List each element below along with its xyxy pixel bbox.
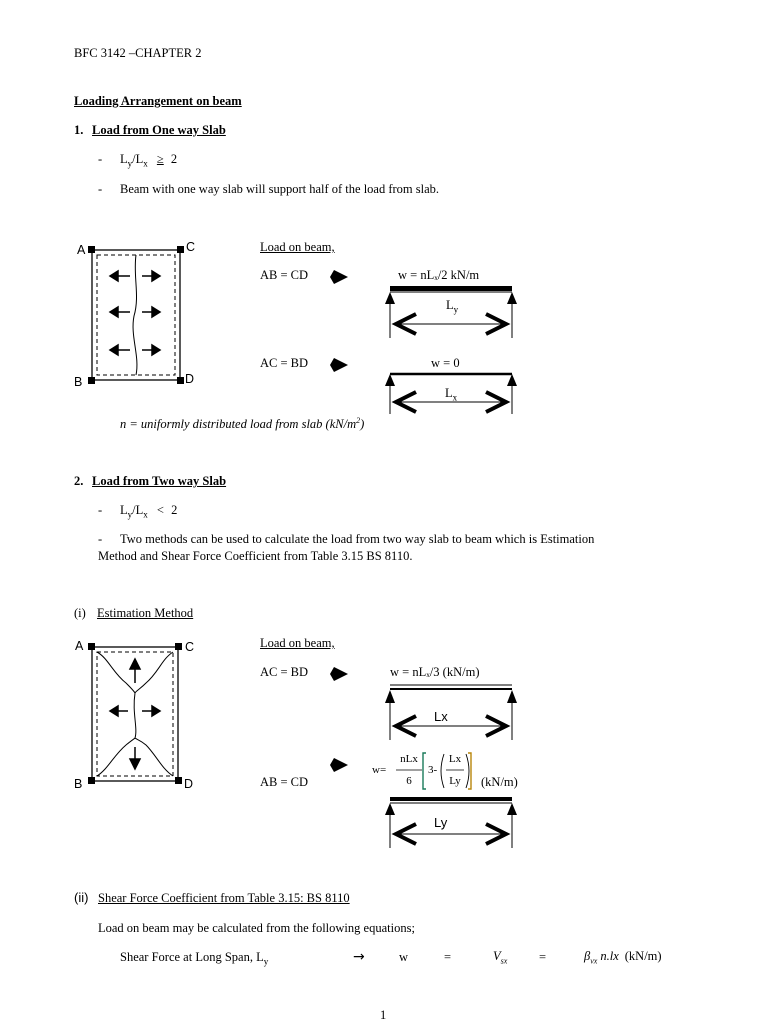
ratio2-sub-y: y: [127, 509, 133, 520]
ratio2-slash: /L: [132, 503, 144, 517]
beam3-diagram: [384, 682, 518, 744]
ratio-sub-y: y: [127, 158, 133, 169]
beam1-right-support: [507, 292, 517, 304]
method2-intro: Load on beam may be calculated from the following equations;: [98, 921, 415, 935]
ratio-value: 2: [170, 152, 178, 166]
one-way-slab-diagram: [88, 246, 188, 386]
ratio-slash: /L: [132, 152, 144, 166]
ratio2-l1: L: [120, 503, 128, 517]
slab1-label-b: B: [74, 375, 83, 389]
shear-eq-beta-sub: vx: [590, 956, 598, 966]
support-b: [88, 377, 95, 384]
udl-note-end: ): [360, 417, 365, 432]
shear-eq-w: w: [399, 950, 409, 964]
section2-number: 2.: [74, 474, 84, 488]
slab2-label-d: D: [184, 777, 194, 791]
section2-bullet2-dash: -: [98, 532, 103, 546]
section1-bullet2-text: Beam with one way slab will support half of the load from slab.: [120, 182, 440, 196]
shear-eq-v-sub: sx: [500, 956, 508, 966]
slab2-label-a: A: [75, 639, 84, 653]
method1-number: (i): [74, 606, 86, 620]
arrow-icon: [330, 270, 352, 284]
beam2-right-support: [507, 374, 517, 386]
section1-bullet1-dash: -: [98, 152, 103, 166]
beam3-load-text: w = nLₓ/3 (kN/m): [390, 665, 480, 679]
beam1-load-text: w = nLₓ/2 kN/m: [398, 268, 480, 282]
beam4-diagram: [384, 794, 518, 852]
beam2-span-main: L: [445, 386, 453, 400]
beam1-span-main: L: [446, 298, 454, 312]
shear-eq-unit: (kN/m): [624, 949, 662, 963]
shear-eq-beta: β: [584, 949, 591, 963]
formula-brackets: [394, 750, 476, 792]
support-c: [175, 643, 182, 650]
ratio-relation: ≥: [156, 152, 164, 166]
beam1-span-sub: y: [453, 304, 459, 315]
beam4-span-label: Ly: [434, 815, 448, 830]
beam1-left-support: [385, 292, 395, 304]
formula-w: w=: [372, 764, 387, 776]
section1-bullet2-dash: -: [98, 182, 103, 196]
slab1-label-c: C: [186, 240, 196, 254]
two-way-slab-diagram: [88, 643, 184, 785]
section2-bullet1-dash: -: [98, 503, 103, 517]
arrow-icon: [330, 358, 352, 372]
slab1-label-a: A: [77, 243, 86, 257]
ratio2-relation: <: [156, 503, 164, 517]
formula-ly: Ly: [449, 775, 461, 787]
slab2-label-c: C: [185, 640, 195, 654]
shear-eq-rest: n.lx: [600, 949, 619, 963]
shear-eq-label: [120, 950, 268, 967]
udl-note-main: n = uniformly distributed load from slab (kN/m: [120, 417, 357, 432]
udl-note-sup: 2: [356, 416, 361, 425]
right-arrow-icon: →: [353, 949, 365, 965]
beam2-span-sub: x: [452, 392, 458, 403]
method2-number: (ii): [74, 890, 89, 905]
ab-cd-label-1: AB = CD: [260, 268, 309, 282]
section1-ratio: [120, 152, 177, 169]
ratio-sub-x: x: [143, 158, 148, 169]
beam1-span-label: [446, 298, 458, 315]
page-header: BFC 3142 –CHAPTER 2: [74, 46, 202, 60]
method2-title: Shear Force Coefficient from Table 3.15: BS 8110: [98, 891, 350, 905]
beam1-load-block: [390, 286, 512, 291]
shear-eq-label-main: Shear Force at Long Span, L: [120, 950, 264, 964]
ratio2-sub-x: x: [143, 509, 148, 520]
beam4-left-support: [385, 803, 395, 815]
section2-title: Load from Two way Slab: [92, 474, 227, 488]
shear-eq-v: [493, 949, 507, 966]
slab1-label-d: D: [185, 372, 195, 386]
beam3-span-label: Lx: [434, 709, 448, 724]
formula-numerator: nLx: [400, 753, 418, 765]
slab1-outline: [92, 250, 180, 380]
slab2-label-b: B: [74, 777, 83, 791]
ratio-l1: L: [120, 152, 128, 166]
support-d: [175, 777, 182, 784]
beam2-load-text: w = 0: [431, 356, 460, 370]
ratio2-value: 2: [171, 503, 178, 517]
load-on-beam-2: Load on beam,: [260, 636, 335, 650]
section1-number: 1.: [74, 123, 84, 137]
beam3-right-support: [507, 690, 517, 703]
ac-bd-label-2: AC = BD: [260, 665, 309, 679]
arrow-icon: [330, 758, 352, 772]
page-number: 1: [380, 1008, 387, 1022]
arrow-icon: [330, 667, 352, 681]
shear-eq-equals-1: =: [444, 950, 452, 964]
section2-bullet2-line1: Two methods can be used to calculate the load from two way slab to beam which is Estimation: [120, 532, 595, 546]
section2-bullet2-line2: Method and Shear Force Coefficient from Table 3.15 BS 8110.: [98, 549, 413, 563]
method1-title: Estimation Method: [97, 606, 194, 620]
shear-eq-rhs: [584, 949, 662, 966]
support-a: [88, 643, 95, 650]
beam4-load-block: [390, 797, 512, 801]
udl-note: [120, 416, 364, 432]
support-a: [88, 246, 95, 253]
beam4-right-support: [507, 803, 517, 815]
beam2-span-label: [445, 386, 457, 403]
yield-line: [133, 255, 137, 375]
beam3-left-support: [385, 690, 395, 703]
ac-bd-label-1: AC = BD: [260, 356, 309, 370]
formula-unit: (kN/m): [481, 775, 518, 789]
ab-cd-label-2: AB = CD: [260, 775, 309, 789]
support-b: [88, 777, 95, 784]
formula-three: 3-: [428, 764, 438, 776]
shear-eq-label-sub: y: [263, 956, 269, 967]
main-heading: Loading Arrangement on beam: [74, 94, 242, 108]
formula-lx: Lx: [448, 753, 462, 765]
support-d: [177, 377, 184, 384]
shear-eq-v-main: V: [493, 949, 501, 963]
support-c: [177, 246, 184, 253]
load-on-beam-1: Load on beam,: [260, 240, 335, 254]
formula-denominator: 6: [406, 775, 412, 787]
beam2-left-support: [385, 374, 395, 386]
section2-ratio: [120, 503, 177, 520]
section1-title: Load from One way Slab: [92, 123, 226, 137]
shear-eq-equals-2: =: [539, 950, 547, 964]
